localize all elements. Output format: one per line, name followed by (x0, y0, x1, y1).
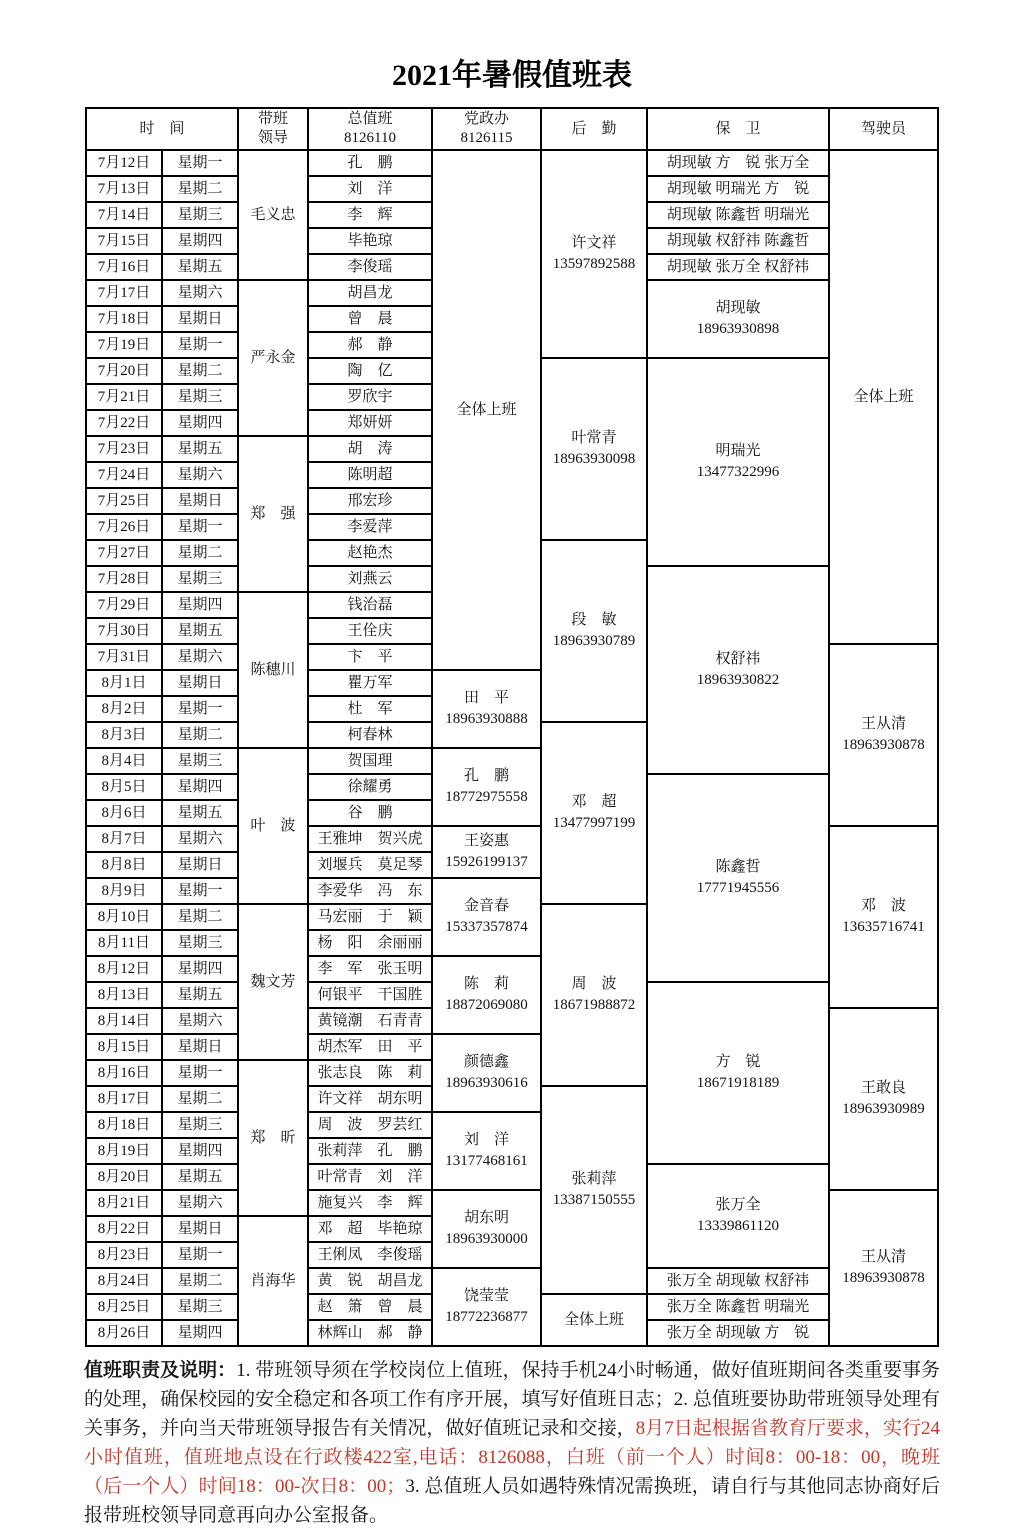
date-cell: 7月25日 (86, 488, 162, 514)
general-duty-cell: 杜 军 (308, 696, 432, 722)
date-cell: 8月6日 (86, 800, 162, 826)
logistics-cell (541, 904, 647, 1086)
general-duty-cell: 孔 鹏 (308, 150, 432, 176)
phone-number: 18671988872 (552, 997, 636, 1013)
weekday-cell: 星期一 (162, 332, 238, 358)
security-cell: 张万全 胡现敏 权舒祎 (647, 1268, 829, 1294)
general-duty-cell: 郝 静 (308, 332, 432, 358)
general-duty-cell: 毕艳琼 (308, 228, 432, 254)
weekday-cell: 星期四 (162, 228, 238, 254)
person-name: 孔 鹏 (463, 768, 509, 784)
date-cell: 7月14日 (86, 202, 162, 228)
duty-schedule-table (85, 107, 939, 1347)
security-cell (647, 1164, 829, 1268)
general-duty-cell: 陈明超 (308, 462, 432, 488)
person-name: 明瑞光 (715, 443, 761, 459)
schedule-row (86, 1268, 938, 1294)
date-cell: 7月23日 (86, 436, 162, 462)
person-name: 饶莹莹 (463, 1288, 509, 1304)
phone-number: 13477997199 (552, 815, 636, 831)
date-cell: 8月21日 (86, 1190, 162, 1216)
party-office-cell (432, 1112, 541, 1190)
date-cell: 7月28日 (86, 566, 162, 592)
date-cell: 7月21日 (86, 384, 162, 410)
weekday-cell: 星期四 (162, 956, 238, 982)
leader-cell: 严永金 (238, 280, 308, 436)
person-name: 方 锐 (715, 1054, 761, 1070)
person-name: 胡东明 (463, 1210, 509, 1226)
leader-cell: 陈穗川 (238, 592, 308, 748)
notes-paragraph (84, 1356, 940, 1530)
leader-cell: 毛义忠 (238, 150, 308, 280)
header-driver: 驾驶员 (829, 108, 938, 150)
phone-number: 13387150555 (552, 1192, 636, 1208)
date-cell: 8月9日 (86, 878, 162, 904)
person-name: 王姿惠 (463, 833, 509, 849)
general-duty-cell: 谷 鹏 (308, 800, 432, 826)
weekday-cell: 星期三 (162, 384, 238, 410)
date-cell: 8月25日 (86, 1294, 162, 1320)
general-duty-cell: 徐耀勇 (308, 774, 432, 800)
notes-segment: 8月7日起根据省教育厅要求，实行24小时值班，值班地点设在行政楼422室,电话：8126088，白班（前一个人）时间8：00-18：00，晚班（后一个人）时间18：00-次日8：00； (84, 1418, 940, 1497)
date-cell: 8月24日 (86, 1268, 162, 1294)
driver-cell (829, 1190, 938, 1346)
weekday-cell: 星期四 (162, 1320, 238, 1346)
weekday-cell: 星期四 (162, 410, 238, 436)
date-cell: 8月13日 (86, 982, 162, 1008)
date-cell: 7月20日 (86, 358, 162, 384)
leader-cell: 肖海华 (238, 1216, 308, 1346)
general-duty-cell: 卞 平 (308, 644, 432, 670)
general-duty-cell: 张志良 陈 莉 (308, 1060, 432, 1086)
general-duty-cell: 赵艳杰 (308, 540, 432, 566)
security-cell (647, 982, 829, 1164)
header-lead-leader: 带班 领导 (238, 108, 308, 150)
general-duty-cell: 贺国理 (308, 748, 432, 774)
general-duty-cell: 王佺庆 (308, 618, 432, 644)
phone-number: 15337357874 (445, 919, 528, 935)
general-duty-cell: 胡杰军 田 平 (308, 1034, 432, 1060)
general-duty-cell: 李 军 张玉明 (308, 956, 432, 982)
weekday-cell: 星期二 (162, 540, 238, 566)
general-duty-cell: 杨 阳 余丽丽 (308, 930, 432, 956)
logistics-cell (541, 1086, 647, 1294)
general-duty-cell: 叶常青 刘 洋 (308, 1164, 432, 1190)
date-cell: 8月22日 (86, 1216, 162, 1242)
phone-number: 18963930000 (445, 1231, 528, 1247)
weekday-cell: 星期三 (162, 1112, 238, 1138)
driver-cell: 全体上班 (829, 150, 938, 644)
weekday-cell: 星期六 (162, 826, 238, 852)
leader-cell: 郑 昕 (238, 1060, 308, 1216)
phone-number: 18872069080 (445, 997, 528, 1013)
general-duty-cell: 刘 洋 (308, 176, 432, 202)
driver-cell (829, 1008, 938, 1190)
weekday-cell: 星期三 (162, 202, 238, 228)
date-cell: 8月1日 (86, 670, 162, 696)
logistics-cell (541, 358, 647, 540)
general-duty-cell: 钱治磊 (308, 592, 432, 618)
date-cell: 8月14日 (86, 1008, 162, 1034)
party-office-cell (432, 878, 541, 956)
security-cell (647, 280, 829, 358)
phone-number: 13177468161 (445, 1153, 528, 1169)
security-cell: 胡现敏 方 锐 张万全 (647, 150, 829, 176)
security-cell (647, 774, 829, 982)
logistics-cell (541, 150, 647, 358)
general-duty-cell: 赵 箫 曾 晨 (308, 1294, 432, 1320)
phone-number: 18963930898 (696, 321, 780, 337)
security-cell: 胡现敏 明瑞光 方 锐 (647, 176, 829, 202)
date-cell: 8月15日 (86, 1034, 162, 1060)
general-duty-cell: 黄 锐 胡昌龙 (308, 1268, 432, 1294)
date-cell: 8月7日 (86, 826, 162, 852)
date-cell: 7月13日 (86, 176, 162, 202)
page-title: 2021年暑假值班表 (392, 59, 632, 92)
logistics-cell (541, 722, 647, 904)
general-duty-cell: 黄镜潮 石青青 (308, 1008, 432, 1034)
weekday-cell: 星期三 (162, 1294, 238, 1320)
weekday-cell: 星期五 (162, 436, 238, 462)
general-duty-cell: 刘燕云 (308, 566, 432, 592)
phone-number: 13635716741 (842, 919, 925, 935)
person-name: 田 平 (463, 690, 509, 706)
general-duty-cell: 施复兴 李 辉 (308, 1190, 432, 1216)
phone-number: 18963930789 (552, 633, 636, 649)
general-duty-cell: 王雅坤 贺兴虎 (308, 826, 432, 852)
weekday-cell: 星期一 (162, 878, 238, 904)
general-duty-cell: 邓 超 毕艳琼 (308, 1216, 432, 1242)
date-cell: 7月16日 (86, 254, 162, 280)
weekday-cell: 星期二 (162, 1268, 238, 1294)
phone-number: 18963930616 (445, 1075, 528, 1091)
weekday-cell: 星期四 (162, 774, 238, 800)
phone-number: 18963930888 (445, 711, 528, 727)
weekday-cell: 星期三 (162, 748, 238, 774)
weekday-cell: 星期二 (162, 1086, 238, 1112)
person-name: 王从清 (860, 1249, 906, 1265)
date-cell: 8月26日 (86, 1320, 162, 1346)
phone-number: 18963930822 (696, 672, 780, 688)
weekday-cell: 星期二 (162, 176, 238, 202)
header-party-office: 党政办 8126115 (432, 108, 541, 150)
person-name: 邓 超 (571, 794, 617, 810)
person-name: 许文祥 (571, 235, 617, 251)
notes-segment: 3. 总值班人员如遇特殊情况需换班，请自行与其他同志协商好后报带班校领导同意再向办公室报备。 (84, 1476, 940, 1526)
weekday-cell: 星期日 (162, 1034, 238, 1060)
driver-cell (829, 644, 938, 826)
party-office-cell (432, 956, 541, 1034)
person-name: 叶常青 (571, 430, 617, 446)
date-cell: 8月10日 (86, 904, 162, 930)
weekday-cell: 星期三 (162, 566, 238, 592)
header-time: 时 间 (86, 108, 238, 150)
general-duty-cell: 陶 亿 (308, 358, 432, 384)
general-duty-cell: 胡 涛 (308, 436, 432, 462)
header-security: 保 卫 (647, 108, 829, 150)
date-cell: 8月17日 (86, 1086, 162, 1112)
general-duty-cell: 胡昌龙 (308, 280, 432, 306)
general-duty-cell: 罗欣宇 (308, 384, 432, 410)
weekday-cell: 星期三 (162, 930, 238, 956)
phone-number: 15926199137 (445, 854, 528, 870)
date-cell: 7月27日 (86, 540, 162, 566)
general-duty-cell: 李爱华 冯 东 (308, 878, 432, 904)
leader-cell: 郑 强 (238, 436, 308, 592)
date-cell: 8月11日 (86, 930, 162, 956)
party-office-cell (432, 826, 541, 878)
phone-number: 18671918189 (696, 1075, 780, 1091)
security-cell: 胡现敏 陈鑫哲 明瑞光 (647, 202, 829, 228)
notes-segment: 值班职责及说明： (84, 1360, 237, 1381)
date-cell: 8月18日 (86, 1112, 162, 1138)
person-name: 陈 莉 (463, 976, 509, 992)
date-cell: 7月22日 (86, 410, 162, 436)
weekday-cell: 星期二 (162, 722, 238, 748)
general-duty-cell: 柯春林 (308, 722, 432, 748)
party-office-cell (432, 748, 541, 826)
general-duty-cell: 瞿万军 (308, 670, 432, 696)
person-name: 周 波 (571, 976, 617, 992)
date-cell: 7月26日 (86, 514, 162, 540)
date-cell: 7月18日 (86, 306, 162, 332)
weekday-cell: 星期五 (162, 618, 238, 644)
security-cell: 胡现敏 张万全 权舒祎 (647, 254, 829, 280)
weekday-cell: 星期六 (162, 1008, 238, 1034)
date-cell: 7月24日 (86, 462, 162, 488)
weekday-cell: 星期四 (162, 592, 238, 618)
general-duty-cell: 邢宏珍 (308, 488, 432, 514)
party-office-cell (432, 1268, 541, 1346)
weekday-cell: 星期日 (162, 670, 238, 696)
driver-cell (829, 826, 938, 1008)
weekday-cell: 星期四 (162, 1138, 238, 1164)
date-cell: 8月20日 (86, 1164, 162, 1190)
general-duty-cell: 刘堰兵 莫足琴 (308, 852, 432, 878)
security-cell (647, 358, 829, 566)
logistics-cell: 全体上班 (541, 1294, 647, 1346)
date-cell: 8月12日 (86, 956, 162, 982)
date-cell: 8月23日 (86, 1242, 162, 1268)
phone-number: 18963930989 (842, 1101, 925, 1117)
person-name: 邓 波 (860, 898, 906, 914)
weekday-cell: 星期一 (162, 150, 238, 176)
date-cell: 8月4日 (86, 748, 162, 774)
phone-number: 18963930878 (842, 1270, 925, 1286)
person-name: 金音春 (463, 898, 509, 914)
date-cell: 7月12日 (86, 150, 162, 176)
date-cell: 7月30日 (86, 618, 162, 644)
party-office-cell (432, 670, 541, 748)
weekday-cell: 星期日 (162, 488, 238, 514)
leader-cell: 魏文芳 (238, 904, 308, 1060)
security-cell: 张万全 胡现敏 方 锐 (647, 1320, 829, 1346)
date-cell: 7月29日 (86, 592, 162, 618)
date-cell: 8月19日 (86, 1138, 162, 1164)
weekday-cell: 星期日 (162, 306, 238, 332)
person-name: 张莉萍 (571, 1171, 617, 1187)
weekday-cell: 星期一 (162, 514, 238, 540)
party-office-cell: 全体上班 (432, 150, 541, 670)
general-duty-cell: 许文祥 胡东明 (308, 1086, 432, 1112)
date-cell: 8月2日 (86, 696, 162, 722)
person-name: 张万全 (715, 1197, 761, 1213)
weekday-cell: 星期六 (162, 644, 238, 670)
weekday-cell: 星期一 (162, 1060, 238, 1086)
phone-number: 18963930098 (552, 451, 636, 467)
header-logistics: 后 勤 (541, 108, 647, 150)
phone-number: 13597892588 (552, 256, 636, 272)
person-name: 刘 洋 (463, 1132, 509, 1148)
general-duty-cell: 曾 晨 (308, 306, 432, 332)
weekday-cell: 星期五 (162, 1164, 238, 1190)
general-duty-cell: 李 辉 (308, 202, 432, 228)
leader-cell: 叶 波 (238, 748, 308, 904)
phone-number: 18963930878 (842, 737, 925, 753)
weekday-cell: 星期二 (162, 904, 238, 930)
person-name: 颜德鑫 (463, 1054, 509, 1070)
phone-number: 18772975558 (445, 789, 528, 805)
date-cell: 8月8日 (86, 852, 162, 878)
party-office-cell (432, 1190, 541, 1268)
date-cell: 8月3日 (86, 722, 162, 748)
general-duty-cell: 何银平 干国胜 (308, 982, 432, 1008)
notes-segment: 1. 带班领导须在学校岗位上值班，保持手机24小时畅通，做好值班期间各类重要事务的处理，确保校园的安全稳定和各项工作有序开展，填写好值班日志；2. 总值班要协助带班领导处理有关事务，并向当天带班领导报告有关情况，做好值班记录和交接， (84, 1360, 940, 1439)
weekday-cell: 星期五 (162, 254, 238, 280)
person-name: 王敢良 (860, 1080, 906, 1096)
general-duty-cell: 王俐凤 李俊瑶 (308, 1242, 432, 1268)
date-cell: 7月15日 (86, 228, 162, 254)
date-cell: 7月31日 (86, 644, 162, 670)
schedule-body (86, 150, 938, 1346)
date-cell: 8月16日 (86, 1060, 162, 1086)
phone-number: 17771945556 (696, 880, 780, 896)
weekday-cell: 星期一 (162, 696, 238, 722)
weekday-cell: 星期日 (162, 1216, 238, 1242)
general-duty-cell: 郑妍妍 (308, 410, 432, 436)
weekday-cell: 星期六 (162, 462, 238, 488)
general-duty-cell: 李俊瑶 (308, 254, 432, 280)
person-name: 王从清 (860, 716, 906, 732)
weekday-cell: 星期五 (162, 982, 238, 1008)
security-cell: 胡现敏 权舒祎 陈鑫哲 (647, 228, 829, 254)
person-name: 陈鑫哲 (715, 859, 761, 875)
weekday-cell: 星期日 (162, 852, 238, 878)
person-name: 段 敏 (571, 612, 617, 628)
general-duty-cell: 林辉山 郝 静 (308, 1320, 432, 1346)
general-duty-cell: 张莉萍 孔 鹏 (308, 1138, 432, 1164)
phone-number: 13477322996 (696, 464, 780, 480)
date-cell: 7月17日 (86, 280, 162, 306)
phone-number: 18772236877 (445, 1309, 528, 1325)
person-name: 权舒祎 (715, 651, 761, 667)
header-general-duty: 总值班 8126110 (308, 108, 432, 150)
general-duty-cell: 周 波 罗芸红 (308, 1112, 432, 1138)
schedule-row (86, 150, 938, 176)
party-office-cell (432, 1034, 541, 1112)
weekday-cell: 星期五 (162, 800, 238, 826)
weekday-cell: 星期六 (162, 280, 238, 306)
logistics-cell (541, 540, 647, 722)
weekday-cell: 星期二 (162, 358, 238, 384)
weekday-cell: 星期一 (162, 1242, 238, 1268)
person-name: 胡现敏 (715, 300, 761, 316)
general-duty-cell: 马宏丽 于 颖 (308, 904, 432, 930)
security-cell (647, 566, 829, 774)
weekday-cell: 星期六 (162, 1190, 238, 1216)
general-duty-cell: 李爱萍 (308, 514, 432, 540)
phone-number: 13339861120 (697, 1218, 779, 1234)
schedule-header (86, 108, 938, 150)
date-cell: 7月19日 (86, 332, 162, 358)
date-cell: 8月5日 (86, 774, 162, 800)
security-cell: 张万全 陈鑫哲 明瑞光 (647, 1294, 829, 1320)
